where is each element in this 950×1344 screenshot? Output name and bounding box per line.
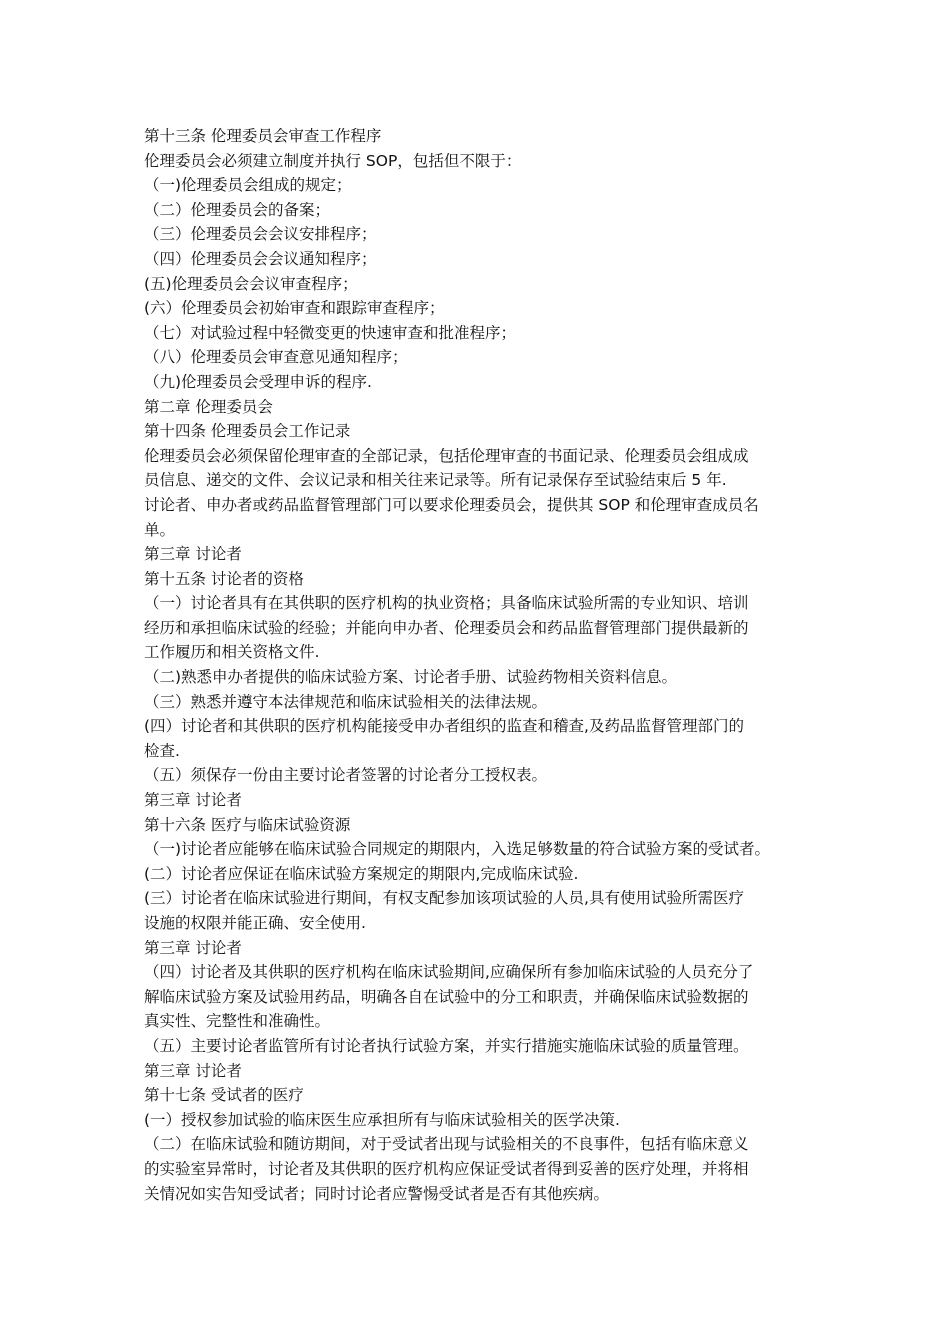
text-line: （一）讨论者具有在其供职的医疗机构的执业资格；具备临床试验所需的专业知识、培训: [144, 594, 749, 613]
text-line: 设施的权限并能正确、安全使用.: [144, 914, 366, 932]
text-line: 第十三条 伦理委员会审查工作程序: [144, 127, 382, 145]
text-line: 伦理委员会必须保留伦理审查的全部记录，包括伦理审查的书面记录、伦理委员会组成成: [144, 446, 749, 465]
text-line: 单。: [144, 520, 176, 539]
text-line: （一)讨论者应能够在临床试验合同规定的期限内，入选足够数量的符合试验方案的受试者。: [144, 840, 771, 859]
text-line: （二）在临床试验和随访期间，对于受试者出现与试验相关的不良事件，包括有临床意义: [144, 1135, 749, 1154]
text-line: 关情况如实告知受试者；同时讨论者应警惕受试者是否有其他疾病。: [144, 1184, 610, 1203]
text-line: 第十四条 伦理委员会工作记录: [144, 422, 351, 441]
text-line: 真实性、完整性和准确性。: [144, 1012, 331, 1031]
text-line: 第二章 伦理委员会: [144, 397, 273, 416]
text-line: （五）须保存一份由主要讨论者签署的讨论者分工授权表。: [144, 766, 548, 785]
text-line: 第三章 讨论者: [144, 791, 242, 810]
text-line: (六）伦理委员会初始审查和跟踪审查程序；: [144, 299, 445, 318]
text-line: 第三章 讨论者: [144, 1061, 242, 1080]
text-line: （七）对试验过程中轻微变更的快速审查和批准程序；: [144, 323, 517, 342]
text-line: 检查.: [144, 741, 180, 760]
text-line: 第十七条 受试者的医疗: [144, 1086, 304, 1105]
text-line: 员信息、递交的文件、会议记录和相关往来记录等。所有记录保存至试验结束后 5 年.: [144, 471, 727, 490]
text-line: 讨论者、申办者或药品监督管理部门可以要求伦理委员会，提供其 SOP 和伦理审查成员名: [144, 495, 759, 514]
text-line: （四）伦理委员会会议通知程序；: [144, 249, 377, 268]
text-line: （九)伦理委员会受理申诉的程序.: [144, 372, 372, 391]
text-line: （二)熟悉申办者提供的临床试验方案、讨论者手册、试验药物相关资料信息。: [144, 668, 678, 687]
text-line: 工作履历和相关资格文件.: [144, 643, 320, 662]
text-line: （一)伦理委员会组成的规定；: [144, 176, 352, 195]
text-line: （四）讨论者及其供职的医疗机构在临床试验期间,应确保所有参加临床试验的人员充分了: [144, 963, 754, 982]
document-body: [144, 124, 814, 1206]
text-line: （二）伦理委员会的备案；: [144, 200, 331, 219]
text-line: 伦理委员会必须建立制度并执行 SOP，包括但不限于：: [144, 151, 522, 170]
text-line: （三）熟悉并遵守本法律规范和临床试验相关的法律法规。: [144, 692, 548, 711]
text-line: (一）授权参加试验的临床医生应承担所有与临床试验相关的医学决策.: [144, 1110, 620, 1129]
text-line: 经历和承担临床试验的经验；并能向申办者、伦理委员会和药品监督管理部门提供最新的: [144, 618, 749, 637]
text-line: 第十五条 讨论者的资格: [144, 569, 304, 588]
text-line: 解临床试验方案及试验用药品，明确各自在试验中的分工和职责，并确保临床试验数据的: [144, 987, 749, 1006]
text-line: (四）讨论者和其供职的医疗机构能接受申办者组织的监查和稽查,及药品监督管理部门的: [144, 717, 744, 736]
text-line: (五)伦理委员会会议审查程序；: [144, 274, 358, 293]
text-line: 第十六条 医疗与临床试验资源: [144, 815, 351, 834]
text-line: （三）伦理委员会会议安排程序；: [144, 225, 377, 244]
text-line: 的实验室异常时，讨论者及其供职的医疗机构应保证受试者得到妥善的医疗处理，并将相: [144, 1159, 749, 1178]
text-line: 第三章 讨论者: [144, 545, 242, 564]
text-line: （五）主要讨论者监管所有讨论者执行试验方案，并实行措施实施临床试验的质量管理。: [144, 1036, 749, 1055]
text-line: (三）讨论者在临床试验进行期间，有权支配参加该项试验的人员,具有使用试验所需医疗: [144, 889, 744, 908]
text-line: (二）讨论者应保证在临床试验方案规定的期限内,完成临床试验.: [144, 864, 579, 883]
text-line: 第三章 讨论者: [144, 938, 242, 957]
text-line: （八）伦理委员会审查意见通知程序；: [144, 348, 408, 367]
